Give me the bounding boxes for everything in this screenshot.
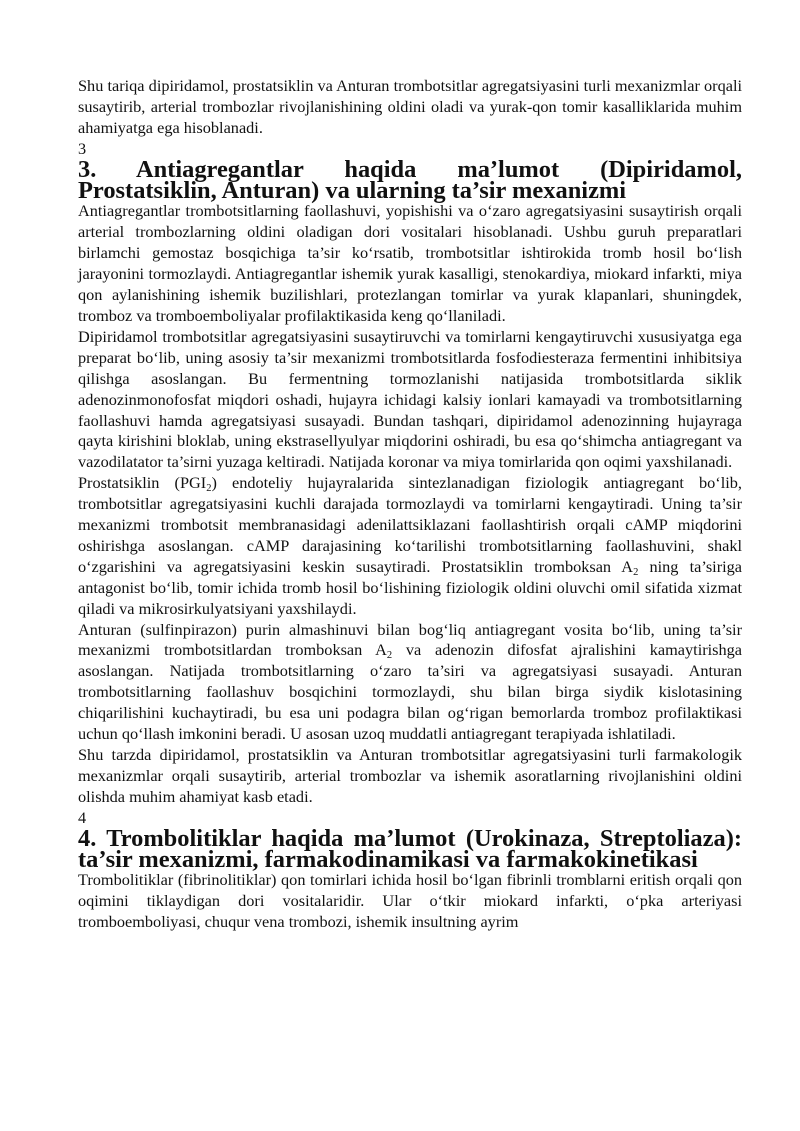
page-number-4: 4 [78, 807, 87, 827]
section-heading-3: 3. Antiagregantlar haqida ma’lumot (Dipiridamol, Prostatsiklin, Anturan) va ularning ta’sir mexanizmi [78, 155, 742, 204]
paragraph-antiagregantlar: Antiagregantlar trombotsitlarning faollashuvi, yopishishi va o‘zaro agregatsiyasini susaytirish orqali arterial trombozlarning oldini oladigan dori vositalari hisoblanadi. Ushbu guruh preparatlari birlamchi gemostaz bosqichiga ta’sir ko‘rsatib, trombotsitlar ishtirokida tromb hosil bo‘lish jarayonini tormozlaydi. Antiagregantlar ishemik yurak kasalligi, stenokardiya, miokard infarkti, miya qon aylanishining ishemik buzilishlari, protezlangan tomirlar va yurak klapanlari, shuningdek, tromboz va tromboemboliyalar profilaktikasida keng qo‘llaniladi. [78, 201, 742, 325]
anturan-text-1: Anturan (sulfinpirazon) purin almashinuvi bilan bog‘liq antiagregant vosita bo‘lib, uning ta’sir mexanizmi trombotsitlardan tromboksan A [78, 619, 742, 660]
subscript-tromboksan-a2: 2 [386, 650, 393, 662]
document-page [78, 76, 742, 933]
paragraph-dipiridamol: Dipiridamol trombotsitlar agregatsiyasini susaytiruvchi va tomirlarni kengaytiruvchi xususiyatga ega preparat bo‘lib, uning asosiy ta’sir mexanizmi trombotsitlarda fosfodiesteraza fermentini inhibitsiya qilishga asoslangan. Bu fermentning tormozlanishi natijasida trombotsitlarda siklik adenozinmonofosfat miqdori oshadi, hujayra ichidagi kalsiy ionlari kamayadi va trombotsitlarning faollashuvi hamda agregatsiyasi susayadi. Bundan tashqari, dipiridamol adenozinning hujayraga qayta kirishini bloklab, uning ekstrasellyulyar miqdorini oshiradi, bu esa qo‘shimcha antiagregant va vazodilatator ta’sirni yuzaga keltiradi. Natijada koronar va miya tomirlarida qon oqimi yaxshilanadi. [78, 326, 742, 472]
page-number-3: 3 [78, 138, 87, 158]
prostatsiklin-text-1: Prostatsiklin (PGI [78, 473, 207, 493]
paragraph-intro: Shu tariqa dipiridamol, prostatsiklin va Anturan trombotsitlar agregatsiyasini turli mexanizmlar orqali susaytirib, arterial trombozlar rivojlanishining oldini oladi va yurak-qon tomir kasalliklarida muhim ahamiyatga ega hisoblanadi. [78, 76, 742, 137]
paragraph-prostatsiklin [78, 473, 742, 619]
prostatsiklin-text-3: ning ta’siriga antagonist bo‘lib, tomir ichida tromb hosil bo‘lishining fiziologik oldini oluvchi omil sifatida xizmat qiladi va mikrosirkulyatsiyani yaxshilaydi. [78, 556, 743, 618]
section-heading-4: 4. Trombolitiklar haqida ma’lumot (Urokinaza, Streptoliaza): ta’sir mexanizmi, farmakodinamikasi va farmakokinetikasi [78, 824, 742, 873]
subscript-pgi2: 2 [206, 483, 212, 495]
paragraph-conclusion: Shu tarzda dipiridamol, prostatsiklin va Anturan trombotsitlar agregatsiyasini turli farmakologik mexanizmlar orqali susaytirib, arterial trombozlar va ishemik asoratlarning rivojlanishini oldini olishda muhim ahamiyat kasb etadi. [78, 745, 742, 806]
paragraph-trombolitiklar: Trombolitiklar (fibrinolitiklar) qon tomirlari ichida hosil bo‘lgan fibrinli tromblarni eritish orqali qon oqimini tiklaydigan dori vositalaridir. Ular o‘tkir miokard infarkti, o‘pka arteriyasi tromboemboliyasi, chuqur vena trombozi, ishemik insultning ayrim [78, 870, 742, 932]
subscript-tromboksan-a2: 2 [633, 566, 639, 578]
prostatsiklin-text-2: ) endoteliy hujayralarida sintezlanadigan fiziologik antiagregant bo‘lib, trombotsitlar agregatsiyasini kuchli darajada tormozlaydi va tomirlarni kengaytiradi. Uning ta’sir mexanizmi trombotsit membranasidagi adenilattsiklazani faollashtirish orqali cAMP miqdorini oshirishga asoslangan. cAMP darajasining ko‘tarilishi trombotsitlarning faollashuvini, shakl o‘zgarishini va agregatsiyasini keskin susaytiradi. Prostatsiklin tromboksan A [78, 473, 742, 576]
paragraph-anturan [78, 620, 742, 745]
anturan-text-2: va adenozin difosfat ajralishini kamaytirishga asoslangan. Natijada trombotsitlarning o‘zaro ta’siri va agregatsiyasi susayadi. Anturan trombotsitlarning faollashuv bosqichini tormozlaydi, shu bilan birga siydik kislotasining chiqarilishini kuchaytiradi, bu esa uni podagra bilan og‘rigan bemorlarda tromboz profilaktikasi uchun qo‘llash imkonini beradi. U asosan uzoq muddatli antiagregant terapiyada ishlatiladi. [78, 640, 743, 744]
